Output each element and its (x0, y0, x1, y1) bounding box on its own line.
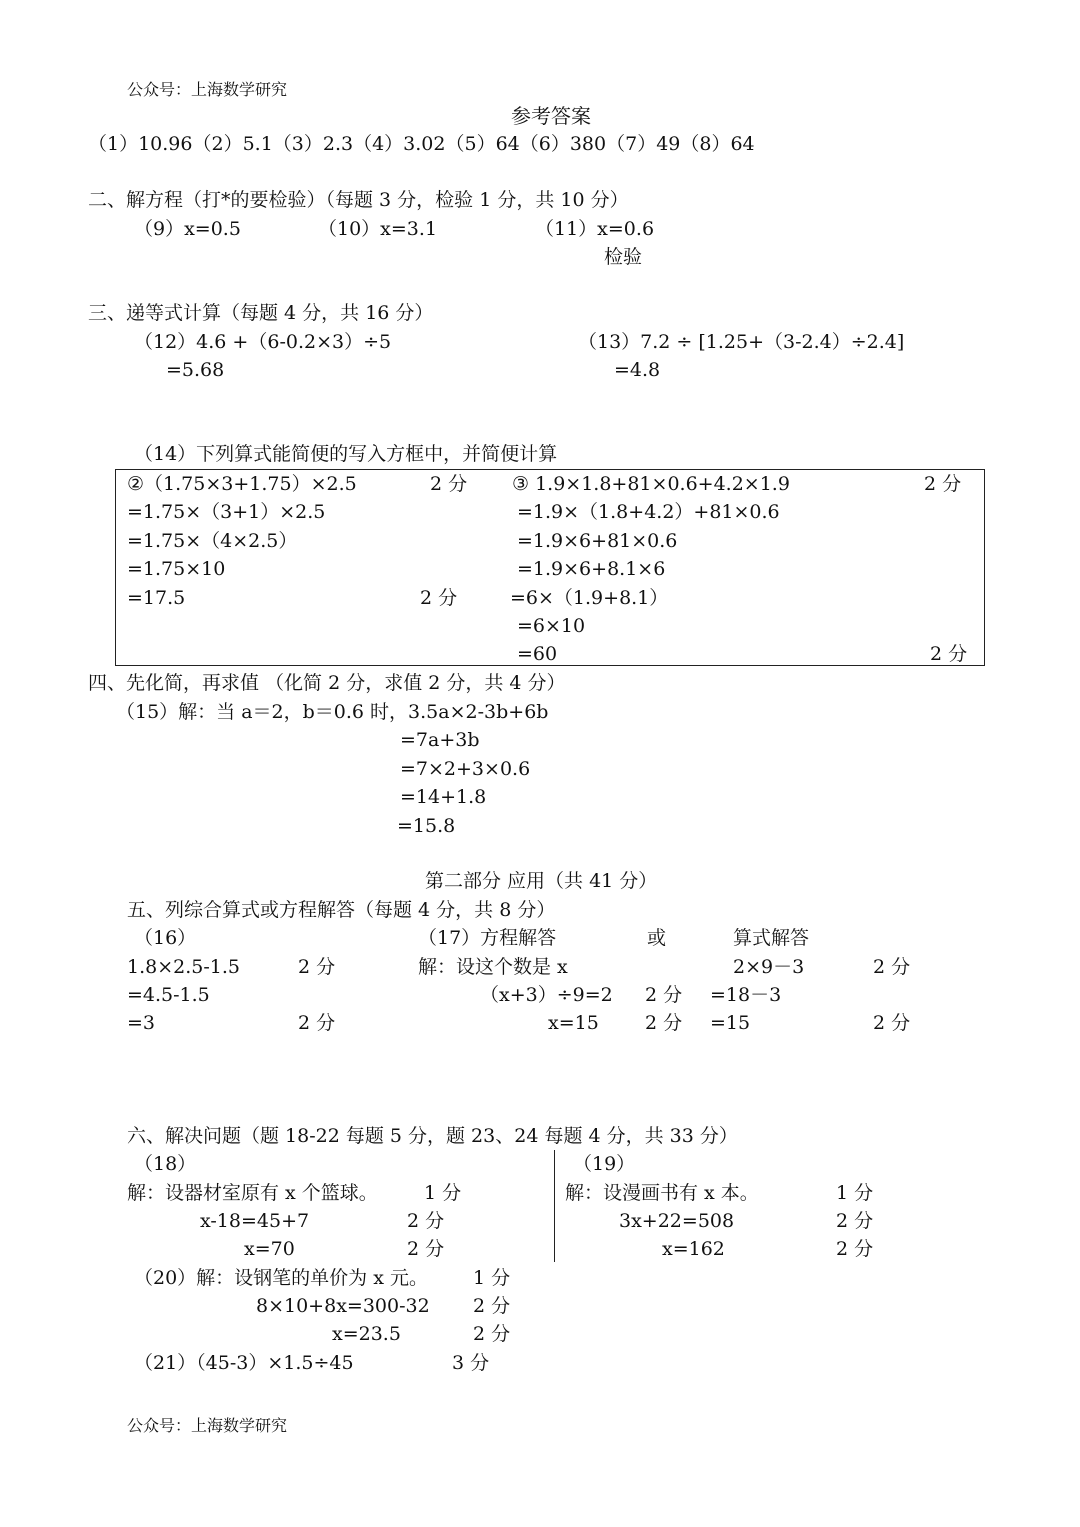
q19-line: x=162 (662, 1238, 725, 1260)
footer-label: 公众号：上海数学研究 (127, 1416, 288, 1435)
step-line: =14+1.8 (400, 786, 487, 808)
q18-line: 解：设器材室原有 x 个篮球。 (127, 1182, 378, 1204)
sec2-heading: 二、解方程（打*的要检验）（每题 3 分，检验 1 分，共 10 分） (88, 189, 629, 211)
score-label: 2 分 (873, 1012, 911, 1034)
q18-line: x=70 (244, 1238, 295, 1260)
box-left-line: =1.75×10 (127, 558, 226, 580)
score-label: 2 分 (407, 1210, 445, 1232)
question-21: （21）（45-3）×1.5÷45 (134, 1352, 354, 1374)
question-18: （18） (134, 1153, 197, 1175)
box-right-line: =6×（1.9+8.1） (510, 587, 669, 609)
score-label: 2 分 (420, 587, 458, 609)
sec3-heading: 三、递等式计算（每题 4 分，共 16 分） (88, 302, 434, 324)
answer-10: （10）x=3.1 (318, 218, 438, 240)
score-label: 2 分 (836, 1238, 874, 1260)
answer-13: =4.8 (614, 359, 661, 381)
q19-line: 3x+22=508 (619, 1210, 735, 1232)
sec5-heading: 五、列综合算式或方程解答（每题 4 分，共 8 分） (127, 899, 556, 921)
score-label: 2 分 (473, 1295, 511, 1317)
answer-11: （11）x=0.6 (535, 218, 655, 240)
q16-line: =3 (127, 1012, 156, 1034)
question-15: （15）解：当 a＝2，b＝0.6 时，3.5a×2-3b+6b (116, 701, 549, 723)
alt-label: 算式解答 (733, 927, 810, 949)
score-label: 2 分 (430, 473, 468, 495)
box-right-line: =60 (517, 643, 558, 665)
q18-line: x-18=45+7 (200, 1210, 310, 1232)
score-label: 2 分 (836, 1210, 874, 1232)
answer-12: =5.68 (166, 359, 225, 381)
sec4-heading: 四、先化简，再求值 （化简 2 分，求值 2 分，共 4 分） (88, 672, 566, 694)
box-left-line: =17.5 (127, 587, 186, 609)
q17-line: x=15 (548, 1012, 599, 1034)
score-label: 2 分 (930, 643, 968, 665)
box-right-line: =1.9×6+81×0.6 (517, 530, 678, 552)
check-label: 检验 (604, 246, 643, 268)
step-line: =7×2+3×0.6 (400, 758, 531, 780)
score-label: 1 分 (473, 1267, 511, 1289)
q19-line: 解：设漫画书有 x 本。 (565, 1182, 759, 1204)
step-line: =15.8 (397, 815, 456, 837)
header-label: 公众号：上海数学研究 (127, 80, 288, 99)
score-label: 2 分 (298, 956, 336, 978)
alt-line: =18－3 (710, 984, 782, 1006)
sec6-heading: 六、解决问题（题 18-22 每题 5 分，题 23、24 每题 4 分，共 33 分） (127, 1125, 738, 1147)
score-label: 2 分 (924, 473, 962, 495)
answer-9: （9）x=0.5 (134, 218, 241, 240)
q16-line: =4.5-1.5 (127, 984, 210, 1006)
score-label: 2 分 (473, 1323, 511, 1345)
q17-line: 解：设这个数是 x (418, 956, 568, 978)
q17-line: （x+3）÷9=2 (480, 984, 613, 1006)
alt-line: 2×9－3 (733, 956, 805, 978)
box-right-line: ③ 1.9×1.8+81×0.6+4.2×1.9 (512, 473, 790, 495)
score-label: 1 分 (424, 1182, 462, 1204)
q20-line: 8×10+8x=300-32 (256, 1295, 430, 1317)
question-17: （17）方程解答 (418, 927, 557, 949)
box-left-line: =1.75×（3+1）×2.5 (127, 501, 326, 523)
q16-line: 1.8×2.5-1.5 (127, 956, 240, 978)
q20-line: x=23.5 (332, 1323, 401, 1345)
q20-line: （20）解：设钢笔的单价为 x 元。 (134, 1267, 428, 1289)
score-label: 2 分 (873, 956, 911, 978)
column-divider (554, 1150, 555, 1262)
score-label: 2 分 (407, 1238, 445, 1260)
box-right-line: =1.9×6+8.1×6 (517, 558, 666, 580)
question-14: （14）下列算式能简便的写入方框中，并简便计算 (134, 443, 558, 465)
box-left-line: ②（1.75×3+1.75）×2.5 (127, 473, 357, 495)
step-line: =7a+3b (400, 729, 480, 751)
score-label: 2 分 (645, 1012, 683, 1034)
alt-line: =15 (710, 1012, 751, 1034)
page-title: 参考答案 (511, 104, 591, 128)
question-12: （12）4.6 +（6-0.2×3）÷5 (134, 331, 392, 353)
question-16: （16） (134, 927, 197, 949)
or-label: 或 (647, 927, 667, 949)
box-right-line: =1.9×（1.8+4.2）+81×0.6 (517, 501, 780, 523)
score-label: 2 分 (645, 984, 683, 1006)
part2-heading: 第二部分 应用（共 41 分） (425, 870, 658, 892)
score-label: 1 分 (836, 1182, 874, 1204)
box-right-line: =6×10 (517, 615, 586, 637)
score-label: 2 分 (298, 1012, 336, 1034)
score-label: 3 分 (452, 1352, 490, 1374)
question-19: （19） (573, 1153, 636, 1175)
part1-answers: （1）10.96（2）5.1（3）2.3（4）3.02（5）64（6）380（7）49（8）64 (88, 133, 755, 155)
question-13: （13）7.2 ÷ [1.25+（3-2.4）÷2.4] (578, 331, 905, 353)
box-left-line: =1.75×（4×2.5） (127, 530, 298, 552)
